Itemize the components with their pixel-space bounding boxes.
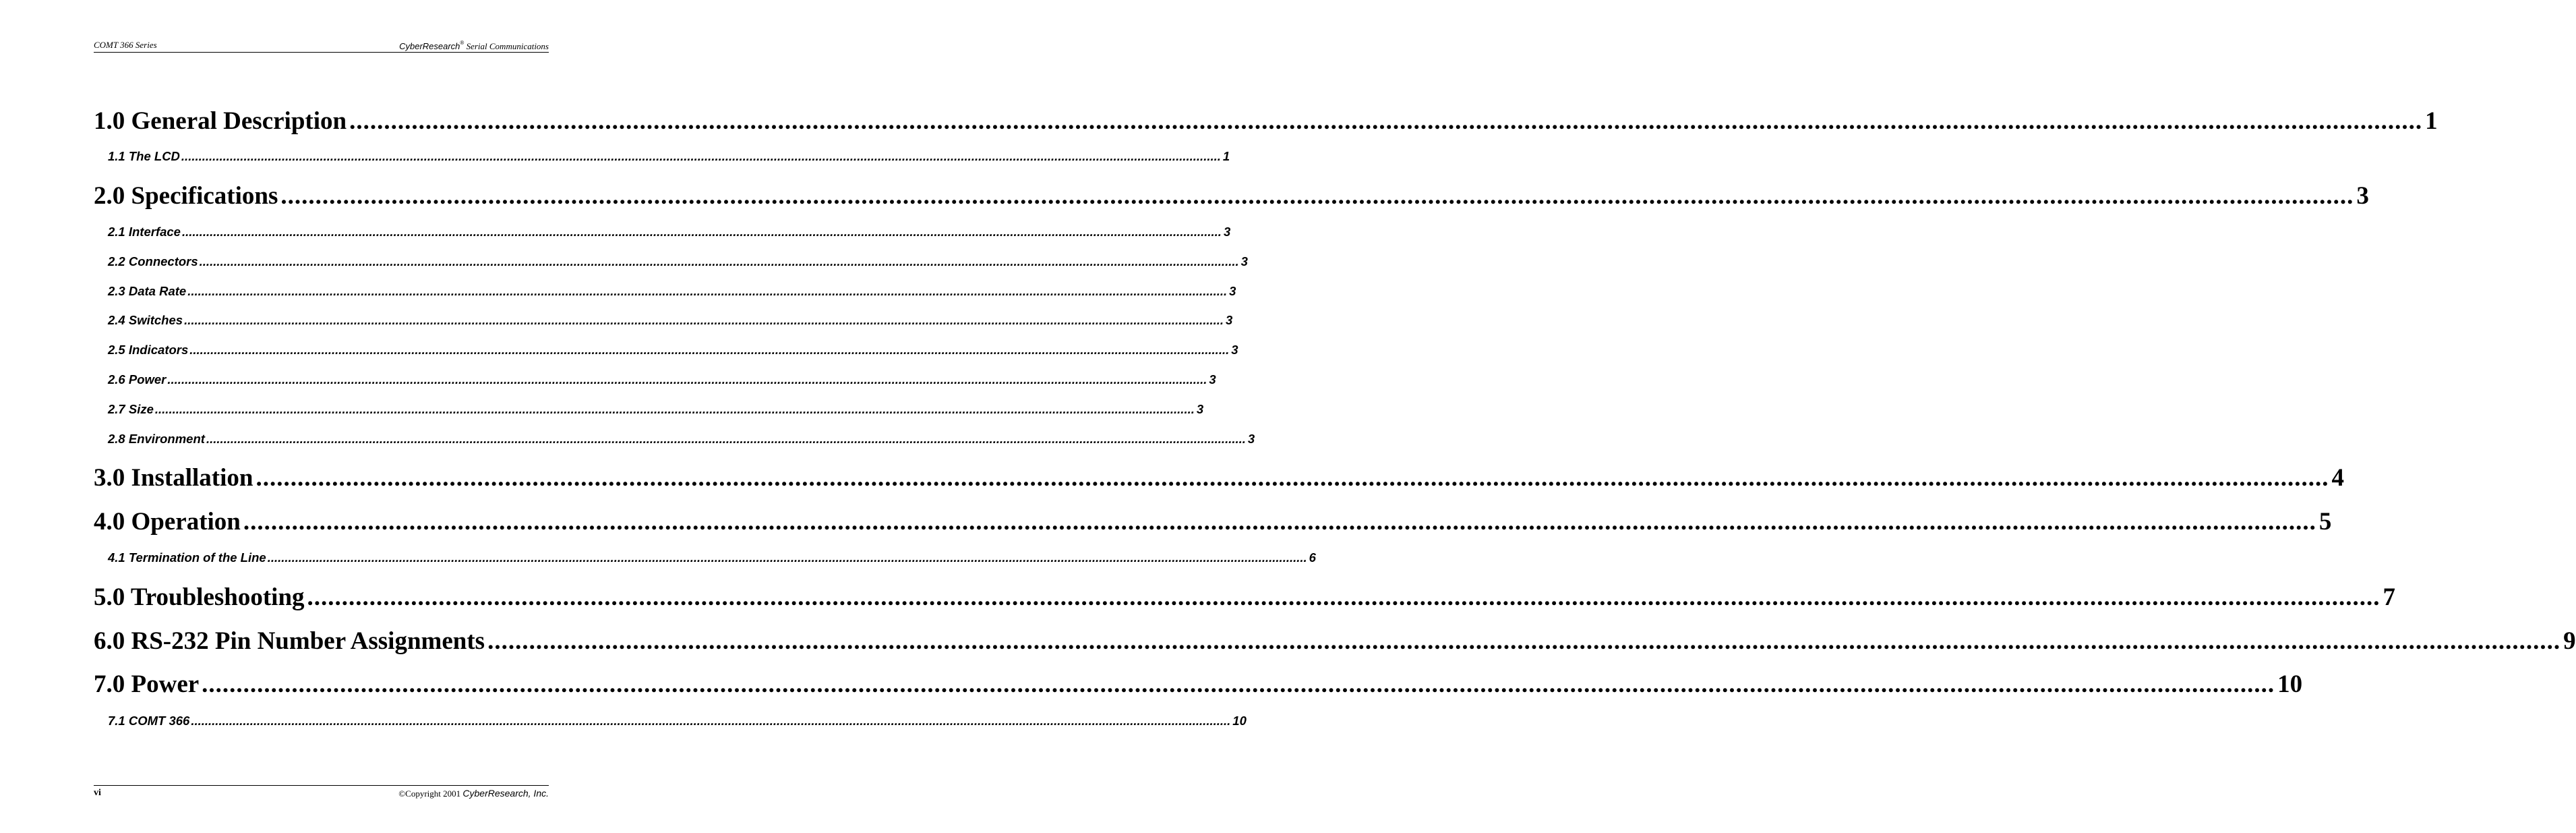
toc-entry-1-1[interactable]: [108, 149, 1230, 165]
toc-title: 2.5 Indicators: [108, 343, 189, 357]
toc-title: 7.0 Power: [94, 670, 200, 698]
toc-title: 2.8 Environment: [108, 432, 205, 446]
toc-leader: ............................................................................................................................................................................................................................................................................................................: [184, 313, 1224, 327]
toc-entry-2-8[interactable]: [108, 432, 1255, 448]
toc-entry-2-1[interactable]: [108, 225, 1231, 241]
toc-page: 3: [2356, 182, 2369, 210]
toc-title: 4.1 Termination of the Line: [108, 550, 266, 565]
toc-page: 10: [2277, 670, 2303, 698]
toc-leader: ............................................................................................................................................................................................................................................................................................................: [154, 402, 1195, 416]
registered-mark: ®: [460, 40, 465, 46]
toc-page: 3: [1229, 284, 1236, 298]
toc-entry-7-0[interactable]: [94, 670, 2303, 699]
header-brand: CyberResearch: [399, 41, 460, 51]
toc-entry-2-2[interactable]: [108, 254, 1248, 270]
toc-entry-2-5[interactable]: [108, 343, 1238, 359]
toc-entry-6-0[interactable]: [94, 627, 2576, 656]
toc-title: 2.4 Switches: [108, 313, 183, 327]
toc-page: 3: [1240, 254, 1248, 268]
toc-title: 2.7 Size: [108, 402, 154, 416]
header-subtitle: Serial Communications: [464, 41, 549, 51]
toc-leader: ............................................................................................................................................................................................................................................................................................................: [189, 343, 1230, 357]
toc-entry-2-7[interactable]: [108, 402, 1204, 418]
toc-leader: ............................................................................................................................................................................................................................................................................................................: [199, 254, 1239, 268]
toc-page: 6: [1309, 550, 1316, 565]
toc-leader: ............................................................................................................................................................................................................................................................................................................: [181, 225, 1222, 239]
toc-title: 7.1 COMT 366: [108, 714, 190, 728]
toc-page: 7: [2383, 583, 2396, 611]
toc-leader: ............................................................................................................................................................................................................................................................................................................: [181, 149, 1221, 163]
toc-page: 3: [1209, 372, 1216, 386]
toc-title: 3.0 Installation: [94, 464, 253, 492]
toc-title: 2.2 Connectors: [108, 254, 198, 268]
toc-leader: ............................................................................................................................................................................................................................................................................................................: [256, 464, 2329, 492]
toc-page: 1: [1222, 149, 1230, 163]
toc-title: 2.1 Interface: [108, 225, 181, 239]
toc-page: 10: [1232, 714, 1247, 728]
toc-leader: ............................................................................................................................................................................................................................................................................................................: [267, 550, 1307, 565]
toc-entry-4-0[interactable]: [94, 507, 2332, 537]
company-name: CyberResearch, Inc.: [462, 788, 549, 799]
toc-title: 5.0 Troubleshooting: [94, 583, 305, 611]
page-footer: [94, 785, 549, 801]
toc-entry-2-0[interactable]: [94, 181, 2369, 211]
copyright-text: ©Copyright 2001: [398, 788, 463, 799]
toc-title: 1.0 General Description: [94, 107, 347, 135]
toc-page: 3: [1223, 225, 1231, 239]
toc-leader: ............................................................................................................................................................................................................................................................................................................: [206, 432, 1246, 446]
toc-leader: ............................................................................................................................................................................................................................................................................................................: [307, 583, 2380, 611]
toc-page: 3: [1226, 313, 1233, 327]
toc-entry-2-3[interactable]: [108, 284, 1236, 300]
toc-entry-2-6[interactable]: [108, 372, 1216, 389]
toc-title: 2.6 Power: [108, 372, 167, 386]
toc-leader: ............................................................................................................................................................................................................................................................................................................: [349, 107, 2423, 135]
header-title: [399, 40, 549, 53]
toc-entry-3-0[interactable]: [94, 463, 2344, 493]
toc-entry-2-4[interactable]: [108, 313, 1233, 329]
toc-page: 3: [1231, 343, 1238, 357]
toc-page: 3: [1196, 402, 1204, 416]
toc-page: 9: [2563, 627, 2576, 655]
toc-leader: ............................................................................................................................................................................................................................................................................................................: [487, 627, 2561, 655]
toc-leader: ............................................................................................................................................................................................................................................................................................................: [202, 670, 2275, 698]
footer-copyright: [398, 788, 549, 800]
toc-title: 1.1 The LCD: [108, 149, 180, 163]
toc-entry-1-0[interactable]: [94, 107, 2438, 136]
toc-leader: ............................................................................................................................................................................................................................................................................................................: [167, 372, 1207, 386]
toc-page: 5: [2318, 508, 2332, 536]
toc-title: 4.0 Operation: [94, 508, 241, 536]
toc-leader: ............................................................................................................................................................................................................................................................................................................: [280, 182, 2354, 210]
toc-page: 1: [2425, 107, 2438, 135]
toc-entry-5-0[interactable]: [94, 583, 2396, 612]
toc-entry-7-1[interactable]: [108, 714, 1247, 730]
toc-page: 3: [1247, 432, 1255, 446]
toc-title: 2.3 Data Rate: [108, 284, 187, 298]
toc-page: 4: [2331, 464, 2344, 492]
page-number: vi: [94, 788, 101, 798]
page-header: [94, 38, 549, 53]
toc-leader: ............................................................................................................................................................................................................................................................................................................: [187, 284, 1228, 298]
toc-leader: ............................................................................................................................................................................................................................................................................................................: [191, 714, 1231, 728]
toc-title: 6.0 RS-232 Pin Number Assignments: [94, 627, 485, 655]
header-series: COMT 366 Series: [94, 40, 157, 50]
toc-leader: ............................................................................................................................................................................................................................................................................................................: [243, 508, 2316, 536]
toc-entry-4-1[interactable]: [108, 550, 1316, 567]
toc-title: 2.0 Specifications: [94, 182, 278, 210]
